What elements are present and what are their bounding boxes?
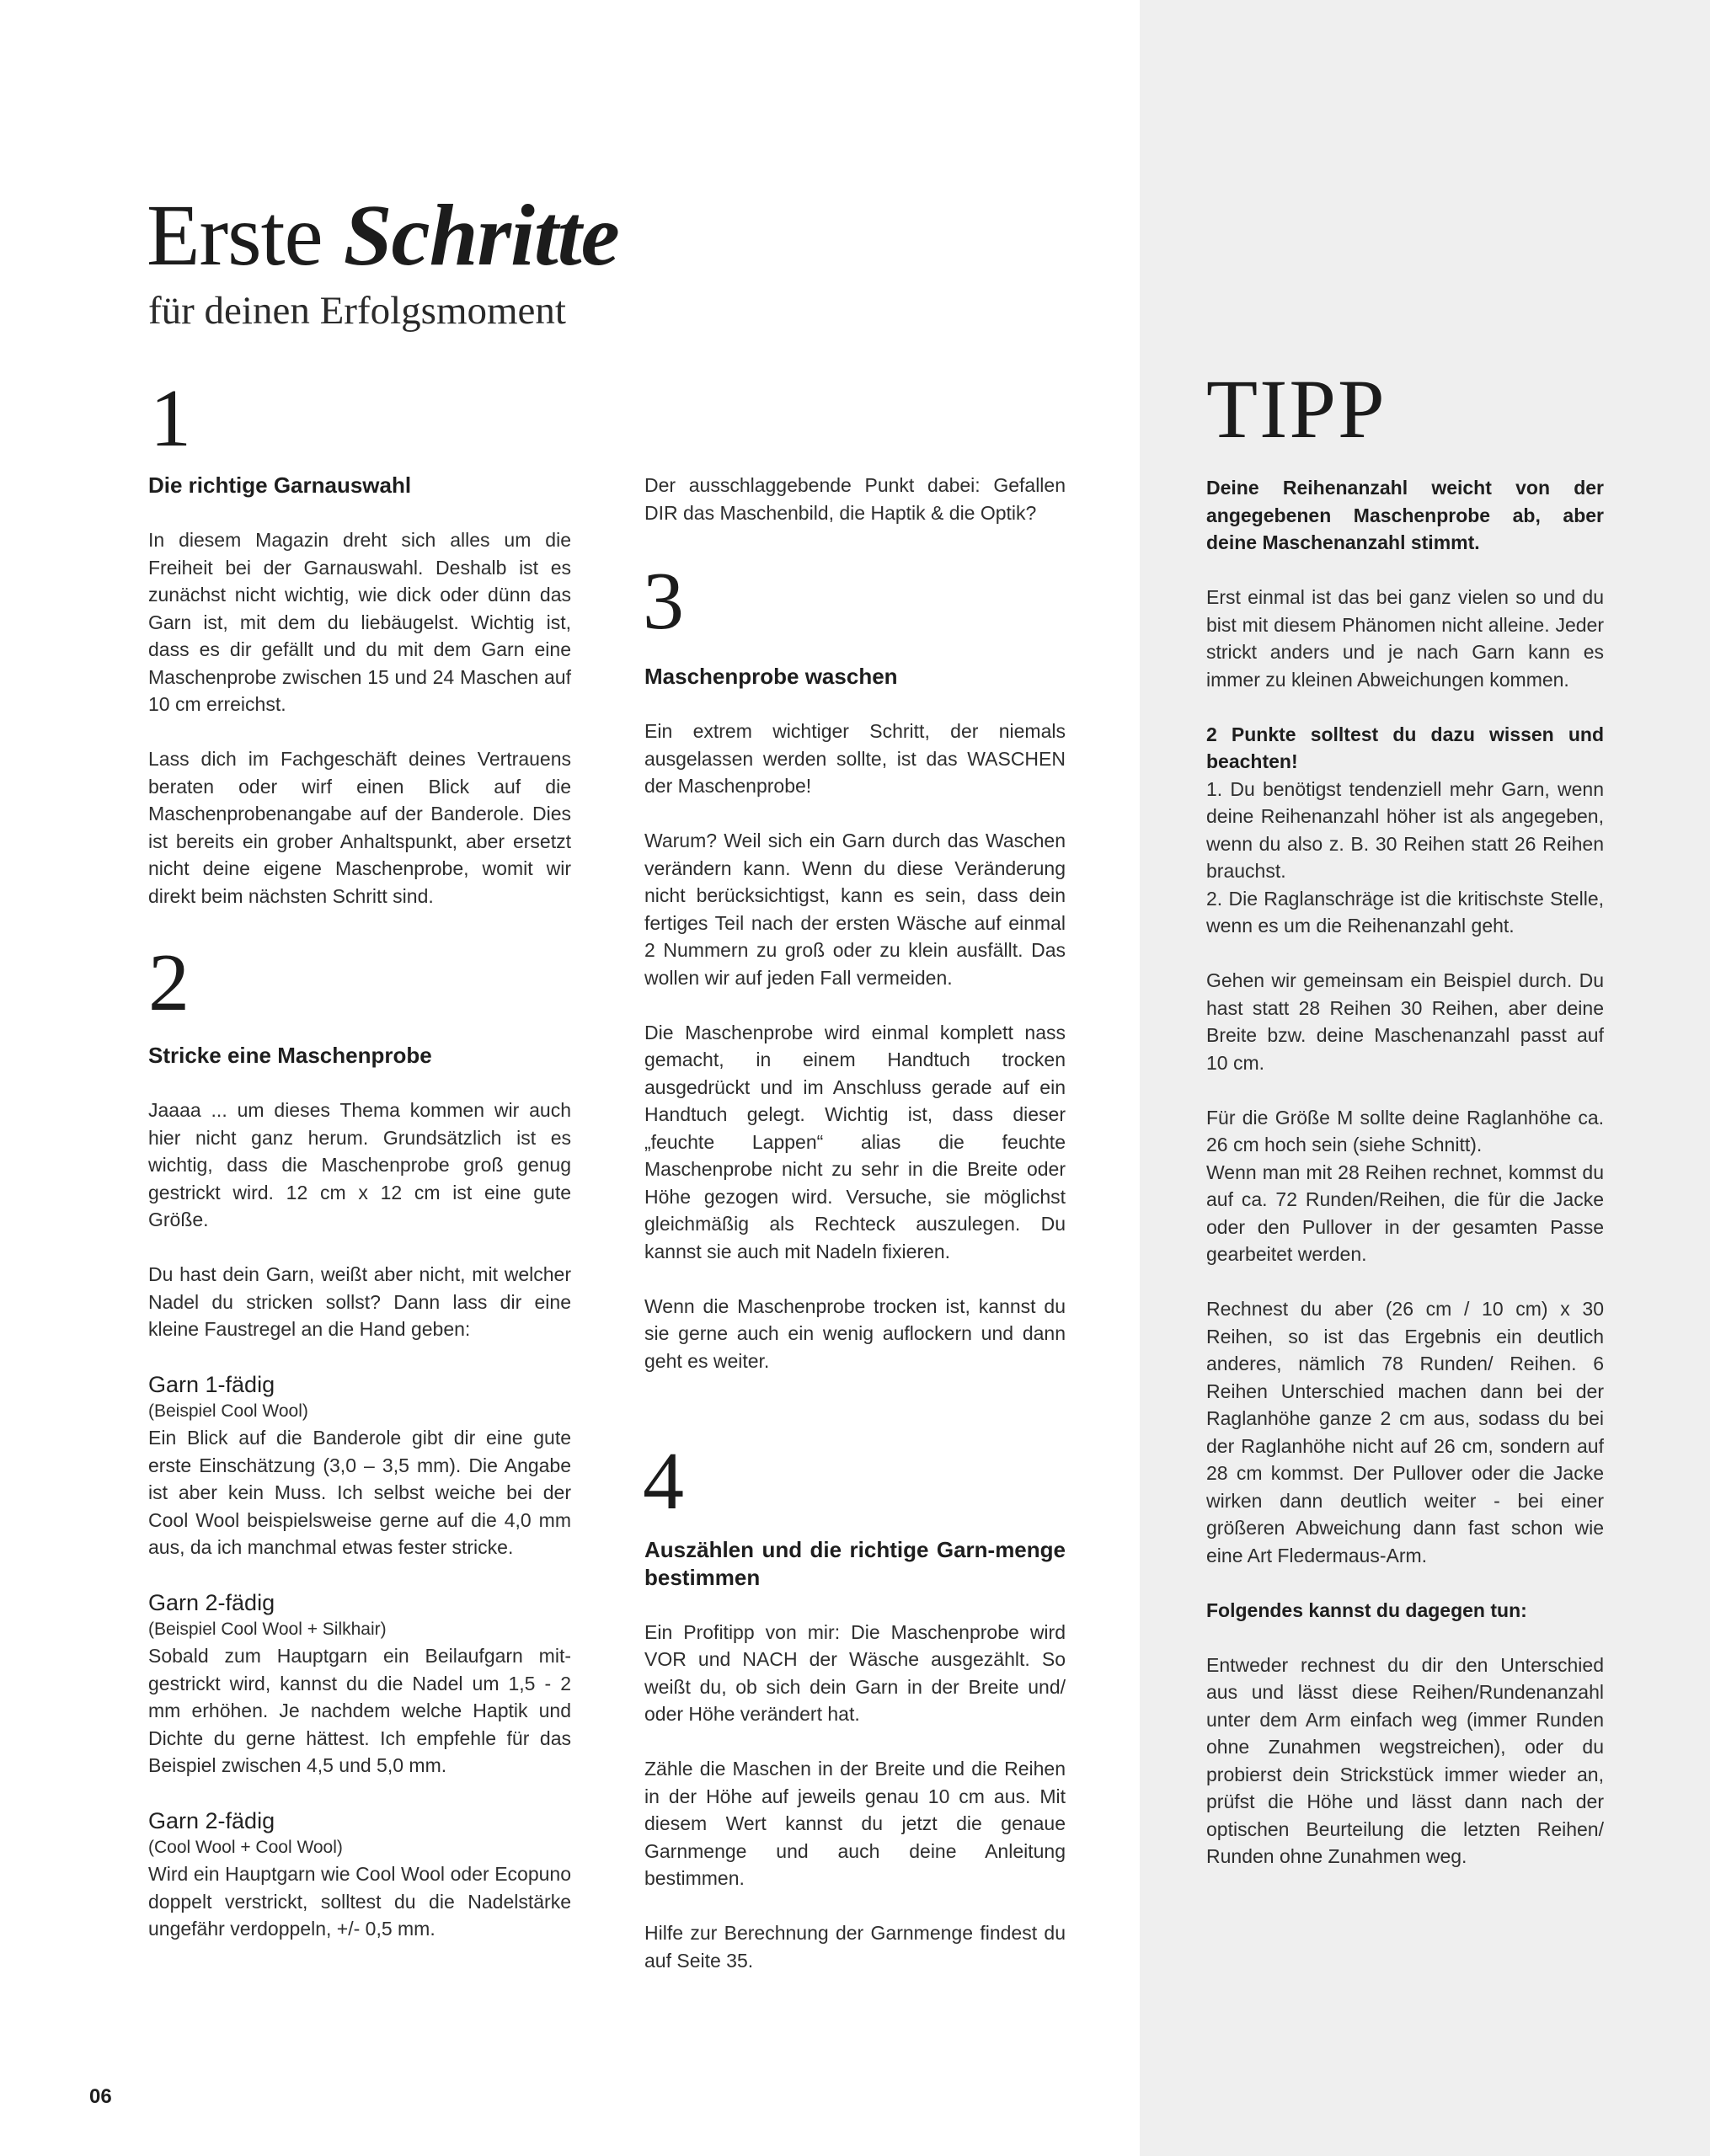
- yarn-rule-title: Garn 2-fädig: [148, 1808, 275, 1833]
- page-number: 06: [89, 2085, 112, 2108]
- step-1-block: [148, 472, 571, 910]
- step-3-paragraph: Die Maschenprobe wird einmal komplett nass gemacht, in einem Handtuch trocken ausgedrückt und im Anschluss gerade auf ein Handtuch gelegt. Wichtig ist, dass dieser „feuchte Lappen“ alias die feuchte Maschenprobe nicht zu sehr in die Breite oder Höhe gezogen wird. Versuche, sie möglichst gleichmäßig als Rechteck auszulegen. Du kannst sie auch mit Nadeln fixieren.: [644, 1021, 1066, 1262]
- step-number-2: 2: [148, 937, 190, 1028]
- tip-size-m: Für die Größe M sollte deine Raglanhöhe ca. 26 cm hoch sein (siehe Schnitt).: [1206, 1106, 1604, 1155]
- step-number-1: 1: [150, 373, 191, 464]
- tip-point-2: 2. Die Raglanschräge ist die kritischste Stelle, wenn es um die Reihenanzahl geht.: [1206, 887, 1604, 937]
- yarn-rule-example: (Beispiel Cool Wool): [148, 1401, 308, 1421]
- yarn-rule-example: (Beispiel Cool Wool + Silkhair): [148, 1620, 387, 1639]
- yarn-rule-text: Ein Blick auf die Banderole gibt dir eine gute erste Einschätzung (3,0 – 3,5 mm). Die Angabe ist aber kein Muss. Ich selbst weiche bei der Cool Wool beispielsweise gerne auf die 4,0 mm aus, da ich manchmal etwas fester stricke.: [148, 1427, 571, 1558]
- step-4-block: [644, 1536, 1066, 1974]
- page-title-italic: Schritte: [343, 187, 619, 284]
- step-2-heading: Stricke eine Maschenprobe: [148, 1043, 432, 1068]
- tip-lead: Deine Reihenanzahl weicht von der angegebenen Maschenprobe ab, aber deine Maschenanzahl stimmt.: [1206, 477, 1604, 553]
- step-3-heading: Maschenprobe waschen: [644, 664, 898, 689]
- tip-block: [1206, 474, 1604, 1870]
- step-1-paragraph: Lass dich im Fachgeschäft deines Vertrauens beraten oder wirf einen Blick auf die Maschenprobenangabe auf der Banderole. Dies ist bereits ein grober Anhaltspunkt, aber ersetzt nicht deine eigene Maschenprobe, womit wir direkt beim nächsten Schritt sind.: [148, 748, 571, 907]
- step-2-continuation: [644, 472, 1066, 526]
- tip-intro: Erst einmal ist das bei ganz vielen so und du bist mit diesem Phänomen nicht alleine. Jeder strickt anders und je nach Garn kann es immer zu kleinen Abweichungen kommen.: [1206, 586, 1604, 691]
- tip-size-m-rows: Wenn man mit 28 Reihen rechnet, kommst du auf ca. 72 Runden/Reihen, die für die Jacke oder den Pullover in der gesamten Passe gearbeitet werden.: [1206, 1161, 1604, 1265]
- tip-example: Gehen wir gemeinsam ein Beispiel durch. Du hast statt 28 Reihen 30 Reihen, aber deine Breite bzw. deine Maschenanzahl passt auf 10 cm.: [1206, 969, 1604, 1074]
- step-2-paragraph: Jaaaa ... um dieses Thema kommen wir auch hier nicht ganz herum. Grundsätzlich ist es wichtig, dass die Maschenprobe groß genug gestrickt wird. 12 cm x 12 cm ist eine gute Größe.: [148, 1099, 571, 1230]
- yarn-rule: [148, 1806, 571, 1943]
- page-subtitle: für deinen Erfolgsmoment: [148, 289, 566, 333]
- yarn-rule-title: Garn 2-fädig: [148, 1590, 275, 1615]
- tip-points-heading: 2 Punkte solltest du dazu wissen und beachten!: [1206, 723, 1604, 772]
- step-1-heading: Die richtige Garnauswahl: [148, 472, 412, 498]
- tip-remedy: Entweder rechnest du dir den Unterschied aus und lässt diese Reihen/Rundenanzahl unter dem Arm einfach weg (immer Runden ohne Zunahmen wegstreichen), oder du probierst dein Strickstück immer wieder an, prüfst die Höhe und lässt dann nach der optischen Beurteilung die letzten Reihen/ Runden ohne Zunahmen weg.: [1206, 1653, 1604, 1867]
- step-2-continuation-text: Der ausschlaggebende Punkt dabei: Gefallen DIR das Maschenbild, die Haptik & die Optik?: [644, 474, 1066, 524]
- yarn-rule: [148, 1370, 571, 1561]
- step-4-paragraph: Hilfe zur Berechnung der Garnmenge findest du auf Seite 35.: [644, 1922, 1066, 1972]
- yarn-rule: [148, 1588, 571, 1780]
- step-4-paragraph: Ein Profitipp von mir: Die Maschenprobe wird VOR und NACH der Wäsche ausgezählt. So weißt du, ob sich dein Garn in der Breite und/ oder Höhe verändert hat.: [644, 1620, 1066, 1725]
- step-3-paragraph: Ein extrem wichtiger Schritt, der niemals ausgelassen werden sollte, ist das WASCHEN der Maschenprobe!: [644, 720, 1066, 797]
- tip-calculation: Rechnest du aber (26 cm / 10 cm) x 30 Reihen, so ist das Ergebnis ein deutlich anderes, nämlich 78 Runden/ Reihen. 6 Reihen Unterschied machen dann bei der Raglanhöhe ganze 2 cm aus, sodass du bei der Raglanhöhe nicht auf 26 cm, sondern auf 28 cm kommst. Der Pullover oder die Jacke wirken dann deutlich weiter - bei einer größeren Abweichung dann fast schon wie eine Art Fledermaus-Arm.: [1206, 1298, 1604, 1566]
- step-2-paragraph: Du hast dein Garn, weißt aber nicht, mit welcher Nadel du stricken sollst? Dann lass dir eine kleine Faustregel an die Hand geben:: [148, 1263, 571, 1340]
- yarn-rule-text: Sobald zum Hauptgarn ein Beilaufgarn mit-gestrickt wird, kannst du die Nadel um 1,5 - 2 mm erhöhen. Je nachdem welche Haptik und Dichte du gerne hättest. Ich empfehle für das Beispiel zwischen 4,5 und 5,0 mm.: [148, 1645, 571, 1776]
- tip-title: TIPP: [1206, 362, 1387, 456]
- page-title-plain: Erste: [147, 187, 323, 284]
- step-3-paragraph: Warum? Weil sich ein Garn durch das Waschen verändern kann. Wenn du diese Veränderung nicht berücksichtigst, kann es sein, dass dein fertiges Teil nach der ersten Wäsche auf einmal 2 Nummern zu groß oder zu klein ausfällt. Das wollen wir auf jeden Fall vermeiden.: [644, 830, 1066, 989]
- step-number-3: 3: [643, 556, 684, 647]
- step-1-paragraph: In diesem Magazin dreht sich alles um die Freiheit bei der Garnauswahl. Deshalb ist es zunächst nicht wichtig, wie dick oder dünn das Garn ist, mit dem du liebäugelst. Wichtig ist, dass es dir gefällt und du mit dem Garn eine Maschenprobe zwischen 15 und 24 Maschen auf 10 cm erreichst.: [148, 529, 571, 715]
- step-number-4: 4: [643, 1436, 684, 1527]
- tip-point-1: 1. Du benötigst tendenziell mehr Garn, wenn deine Reihenanzahl höher ist als angegeben, wenn du also z. B. 30 Reihen statt 26 Reihen brauchst.: [1206, 777, 1604, 882]
- tip-remedy-heading: Folgendes kannst du dagegen tun:: [1206, 1598, 1527, 1621]
- step-3-paragraph: Wenn die Maschenprobe trocken ist, kannst du sie gerne auch ein wenig auflockern und dann geht es weiter.: [644, 1294, 1066, 1372]
- step-4-heading: Auszählen und die richtige Garn-menge bestimmen: [644, 1537, 1066, 1590]
- yarn-rule-text: Wird ein Hauptgarn wie Cool Wool oder Ecopuno doppelt verstrickt, solltest du die Nadelstärke ungefähr verdoppeln, +/- 0,5 mm.: [148, 1863, 571, 1940]
- page-title: [147, 187, 619, 284]
- yarn-rule-title: Garn 1-fädig: [148, 1372, 275, 1397]
- step-4-paragraph: Zähle die Maschen in der Breite und die Reihen in der Höhe auf jeweils genau 10 cm aus. Mit diesem Wert kannst du jetzt die genaue Garnmenge und auch deine Anleitung bestimmen.: [644, 1758, 1066, 1889]
- step-2-block: [148, 1042, 571, 1943]
- yarn-rule-example: (Cool Wool + Cool Wool): [148, 1838, 343, 1857]
- step-3-block: [644, 663, 1066, 1374]
